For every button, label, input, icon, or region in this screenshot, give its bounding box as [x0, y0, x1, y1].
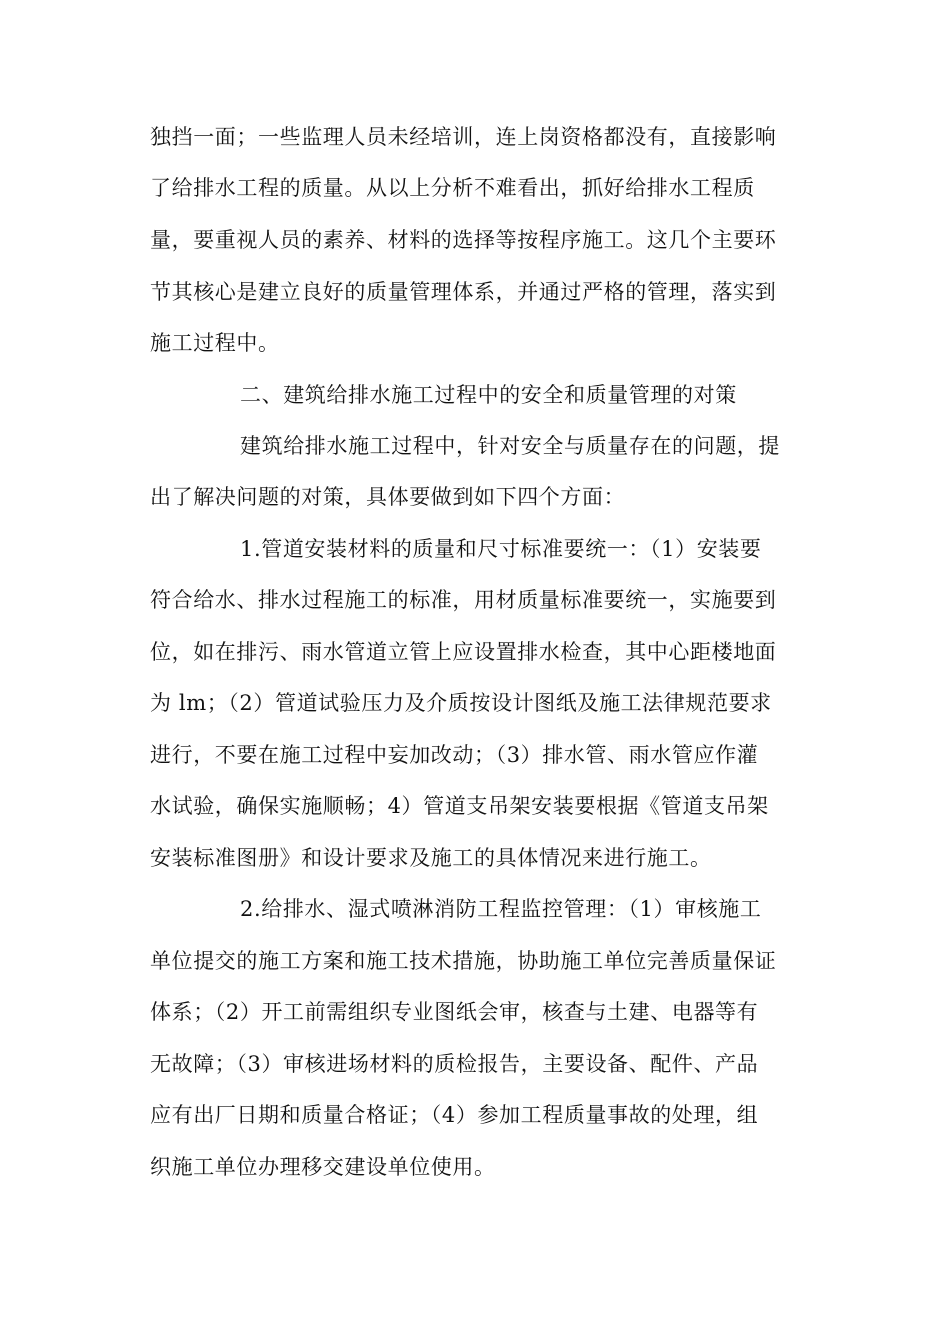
paragraph-line: 1.管道安装材料的质量和尺寸标准要统一：（1）安装要 — [240, 537, 762, 561]
paragraph-line: 水试验，确保实施顺畅；4）管道支吊架安装要根据《管道支吊架 — [150, 794, 769, 818]
paragraph-line: 位，如在排污、雨水管道立管上应设置排水检查，其中心距楼地面 — [150, 640, 777, 664]
paragraph-line: 施工过程中。 — [150, 331, 280, 355]
paragraph-line: 进行，不要在施工过程中妄加改动；（3）排水管、雨水管应作灌 — [150, 743, 759, 767]
paragraph-line: 量，要重视人员的素养、材料的选择等按程序施工。这几个主要环 — [150, 228, 777, 252]
paragraph-line: 出了解决问题的对策，具体要做到如下四个方面： — [150, 485, 626, 509]
paragraph-line: 符合给水、排水过程施工的标准，用材质量标准要统一，实施要到 — [150, 588, 777, 612]
paragraph-line: 节其核心是建立良好的质量管理体系，并通过严格的管理，落实到 — [150, 280, 777, 304]
paragraph-line: 2.给排水、湿式喷淋消防工程监控管理：（1）审核施工 — [240, 897, 762, 921]
paragraph-line: 为 lm；（2）管道试验压力及介质按设计图纸及施工法律规范要求 — [150, 691, 772, 715]
section-heading: 二、建筑给排水施工过程中的安全和质量管理的对策 — [240, 383, 737, 407]
paragraph-line: 安装标准图册》和设计要求及施工的具体情况来进行施工。 — [150, 846, 712, 870]
paragraph-line: 应有出厂日期和质量合格证；（4）参加工程质量事故的处理，组 — [150, 1103, 759, 1127]
paragraph-line: 体系；（2）开工前需组织专业图纸会审，核查与土建、电器等有 — [150, 1000, 759, 1024]
paragraph-line: 无故障；（3）审核进场材料的质检报告，主要设备、配件、产品 — [150, 1052, 759, 1076]
paragraph-line: 独挡一面；一些监理人员未经培训，连上岗资格都没有，直接影响 — [150, 125, 777, 149]
paragraph-line: 了给排水工程的质量。从以上分析不难看出，抓好给排水工程质 — [150, 176, 755, 200]
paragraph-line: 单位提交的施工方案和施工技术措施，协助施工单位完善质量保证 — [150, 949, 777, 973]
paragraph-line: 织施工单位办理移交建设单位使用。 — [150, 1155, 496, 1179]
paragraph-line: 建筑给排水施工过程中，针对安全与质量存在的问题，提 — [240, 434, 780, 458]
